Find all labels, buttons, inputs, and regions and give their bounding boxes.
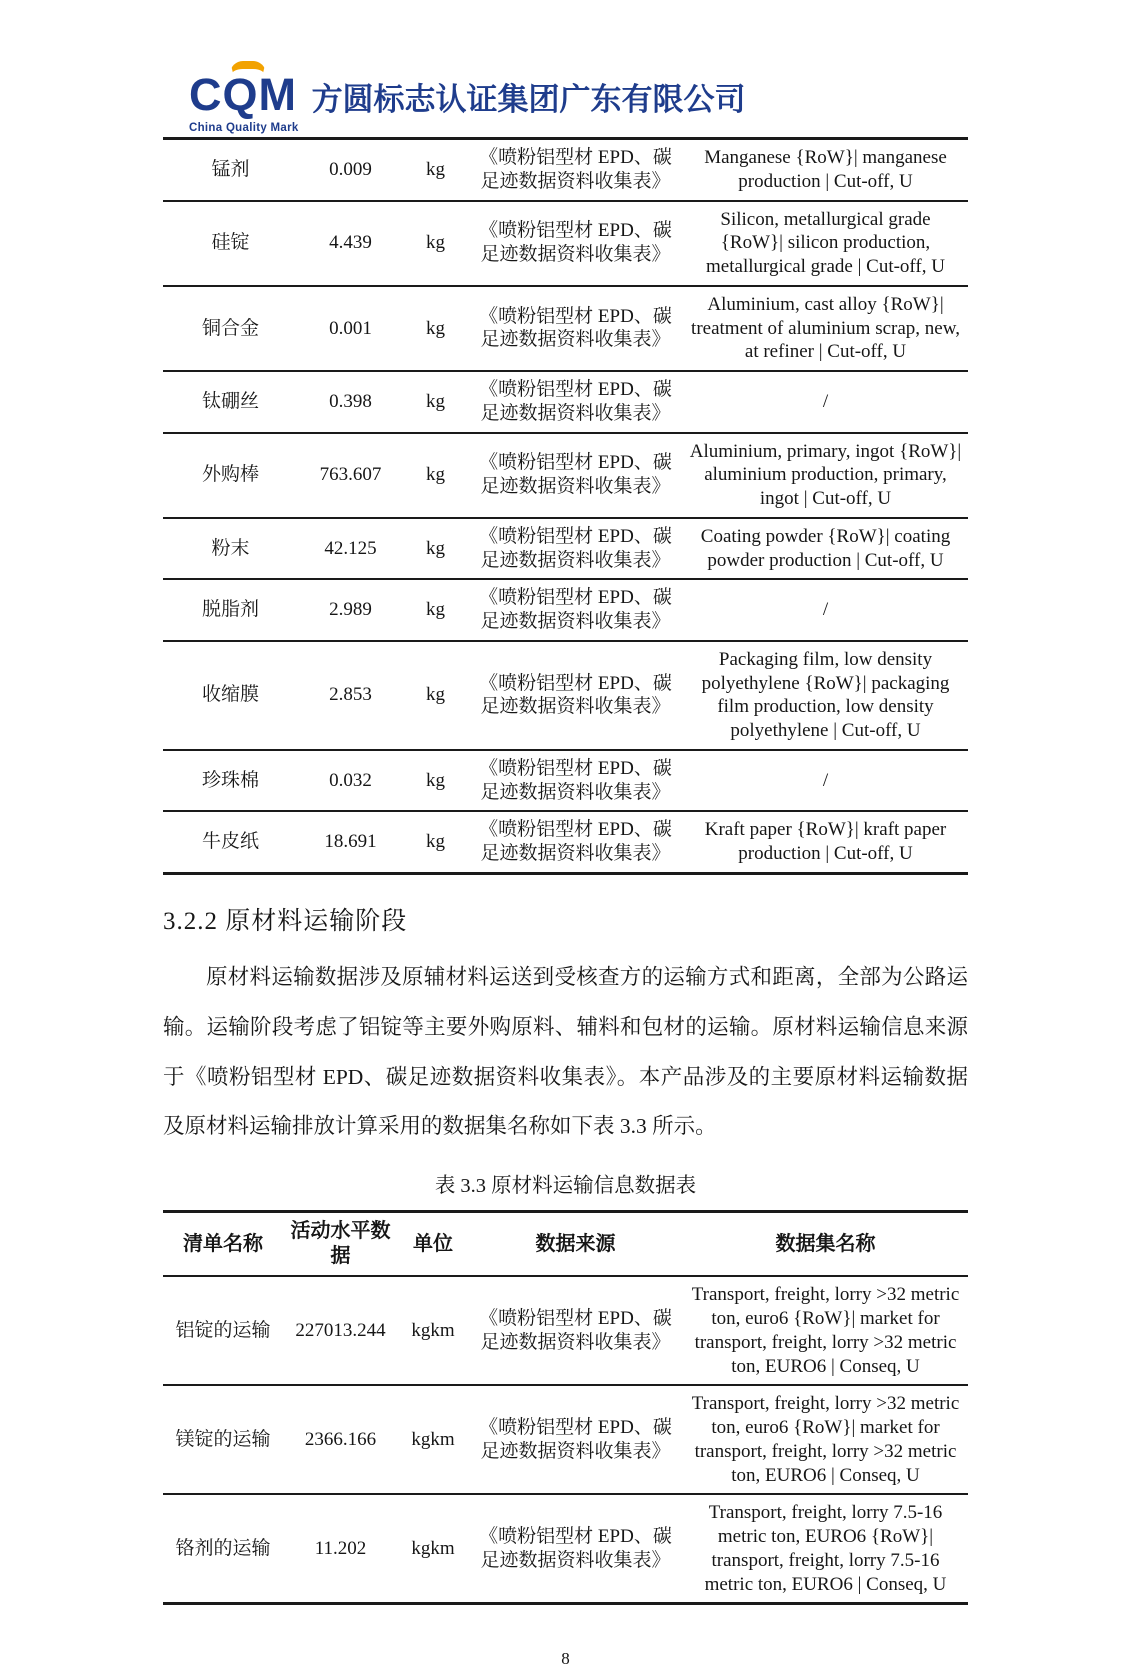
cell-material-source: 《喷粉铝型材 EPD、碳足迹数据资料收集表》	[468, 579, 683, 641]
cell-material-dataset: /	[683, 371, 968, 433]
cell-material-dataset: Silicon, metallurgical grade {RoW}| silicon production, metallurgical grade | Cut-off, U	[683, 201, 968, 286]
cell-material-source: 《喷粉铝型材 EPD、碳足迹数据资料收集表》	[468, 371, 683, 433]
cell-material-value: 763.607	[298, 433, 403, 518]
transport-table	[163, 1210, 968, 1605]
cell-material-source: 《喷粉铝型材 EPD、碳足迹数据资料收集表》	[468, 811, 683, 873]
cell-material-source: 《喷粉铝型材 EPD、碳足迹数据资料收集表》	[479, 147, 672, 192]
cell-material-name: 收缩膜	[163, 641, 298, 750]
header-list-name: 清单名称	[163, 1212, 283, 1277]
cell-material-source: 《喷粉铝型材 EPD、碳足迹数据资料收集表》	[468, 286, 683, 371]
cell-transport-source: 《喷粉铝型材 EPD、碳足迹数据资料收集表》	[479, 1308, 672, 1353]
header-unit: 单位	[398, 1212, 468, 1277]
cell-material-name: 铜合金	[163, 286, 298, 371]
cell-transport-value: 2366.166	[283, 1385, 398, 1494]
table-row	[163, 641, 968, 750]
cell-material-value: 0.398	[298, 371, 403, 433]
cqm-logo	[189, 60, 299, 134]
cell-material-value: 2.853	[298, 641, 403, 750]
materials-table	[163, 137, 968, 875]
cell-material-dataset: Aluminium, primary, ingot {RoW}| aluminium production, primary, ingot | Cut-off, U	[683, 433, 968, 518]
cell-material-value: 4.439	[298, 201, 403, 286]
cell-transport-name: 铝锭的运输	[175, 1319, 271, 1341]
cell-transport-dataset: Transport, freight, lorry >32 metric ton, euro6 {RoW}| market for transport, freight, lorry >32 metric ton, EURO6 | Conseq, U	[683, 1385, 968, 1494]
table-row	[163, 201, 968, 286]
cell-material-name: 脱脂剂	[163, 579, 298, 641]
cell-material-source: 《喷粉铝型材 EPD、碳足迹数据资料收集表》	[468, 750, 683, 812]
table-row	[163, 139, 968, 201]
section-heading: 3.2.2 原材料运输阶段	[163, 907, 408, 935]
table-caption: 表 3.3 原材料运输信息数据表	[434, 1175, 697, 1198]
cell-material-unit: kg	[403, 518, 468, 580]
page-content	[163, 137, 968, 1669]
table-row	[163, 518, 968, 580]
cell-material-unit: kg	[403, 641, 468, 750]
cell-material-dataset: Kraft paper {RoW}| kraft paper production | Cut-off, U	[683, 811, 968, 873]
cell-material-name: 硅锭	[163, 201, 298, 286]
cell-material-unit: kg	[403, 371, 468, 433]
table-row	[163, 1494, 968, 1604]
cell-material-unit: kg	[403, 201, 468, 286]
cell-transport-source: 《喷粉铝型材 EPD、碳足迹数据资料收集表》	[468, 1385, 683, 1494]
cell-material-unit: kg	[426, 158, 445, 180]
header-dataset-name: 数据集名称	[683, 1212, 968, 1277]
cell-material-dataset: /	[683, 579, 968, 641]
table-row	[163, 1385, 968, 1494]
header-activity-data: 活动水平数据	[283, 1212, 398, 1277]
logo-wordmark: CQM	[189, 69, 297, 120]
cell-transport-value: 227013.244	[295, 1319, 386, 1341]
cell-material-dataset: /	[683, 750, 968, 812]
table-row	[163, 1276, 968, 1385]
cell-material-value: 42.125	[298, 518, 403, 580]
cell-material-unit: kg	[403, 811, 468, 873]
cell-material-name: 钛硼丝	[163, 371, 298, 433]
cell-material-value: 18.691	[298, 811, 403, 873]
cell-material-dataset: Aluminium, cast alloy {RoW}| treatment of aluminium scrap, new, at refiner | Cut-off, U	[683, 286, 968, 371]
cell-material-dataset: Packaging film, low density polyethylene {RoW}| packaging film production, low density polyethylene | Cut-off, U	[683, 641, 968, 750]
logo-subtext: China Quality Mark	[189, 122, 299, 134]
cell-transport-source: 《喷粉铝型材 EPD、碳足迹数据资料收集表》	[468, 1494, 683, 1604]
table-row	[163, 433, 968, 518]
cell-transport-dataset: Transport, freight, lorry 7.5-16 metric ton, EURO6 {RoW}| transport, freight, lorry 7.5-16 metric ton, EURO6 | Conseq, U	[683, 1494, 968, 1604]
cell-material-value: 2.989	[298, 579, 403, 641]
cell-transport-name: 铬剂的运输	[163, 1494, 283, 1604]
cell-material-name: 锰剂	[211, 158, 250, 180]
cell-material-name: 牛皮纸	[163, 811, 298, 873]
cell-transport-unit: kgkm	[398, 1385, 468, 1494]
table-row	[163, 371, 968, 433]
cell-material-name: 外购棒	[163, 433, 298, 518]
table-row	[163, 750, 968, 812]
cell-material-dataset: Manganese {RoW}| manganese production | Cut-off, U	[704, 147, 947, 192]
cell-material-unit: kg	[403, 579, 468, 641]
cell-transport-dataset: Transport, freight, lorry >32 metric ton, euro6 {RoW}| market for transport, freight, lorry >32 metric ton, EURO6 | Conseq, U	[691, 1284, 960, 1377]
table-header-row	[163, 1212, 968, 1277]
table-row	[163, 286, 968, 371]
cell-transport-unit: kgkm	[398, 1494, 468, 1604]
cell-material-value: 0.001	[298, 286, 403, 371]
header-data-source: 数据来源	[468, 1212, 683, 1277]
cell-transport-unit: kgkm	[411, 1319, 455, 1341]
cell-material-source: 《喷粉铝型材 EPD、碳足迹数据资料收集表》	[468, 433, 683, 518]
cell-material-unit: kg	[403, 433, 468, 518]
cell-material-dataset: Coating powder {RoW}| coating powder production | Cut-off, U	[683, 518, 968, 580]
cell-material-unit: kg	[403, 750, 468, 812]
cell-material-unit: kg	[403, 286, 468, 371]
body-paragraph: 原材料运输数据涉及原辅材料运送到受核查方的运输方式和距离，全部为公路运输。运输阶段考虑了铝锭等主要外购原料、辅料和包材的运输。原材料运输信息来源于《喷粉铝型材 EPD、碳足迹数据资料收集表》。本产品涉及的主要原材料运输数据及原材料运输排放计算采用的数据集名称如下表 3.3 所示。	[163, 964, 968, 1139]
page-number: 8	[561, 1649, 570, 1669]
page-header	[189, 60, 746, 134]
cell-material-value: 0.009	[329, 158, 372, 180]
logo-arc-icon	[230, 61, 266, 74]
cell-material-source: 《喷粉铝型材 EPD、碳足迹数据资料收集表》	[468, 641, 683, 750]
cell-material-name: 粉末	[163, 518, 298, 580]
cell-transport-value: 11.202	[283, 1494, 398, 1604]
table-row	[163, 811, 968, 873]
cell-transport-name: 镁锭的运输	[163, 1385, 283, 1494]
cell-material-source: 《喷粉铝型材 EPD、碳足迹数据资料收集表》	[468, 518, 683, 580]
table-row	[163, 579, 968, 641]
cell-material-value: 0.032	[298, 750, 403, 812]
company-name: 方圆标志认证集团广东有限公司	[311, 82, 746, 117]
cell-material-source: 《喷粉铝型材 EPD、碳足迹数据资料收集表》	[468, 201, 683, 286]
cell-material-name: 珍珠棉	[163, 750, 298, 812]
